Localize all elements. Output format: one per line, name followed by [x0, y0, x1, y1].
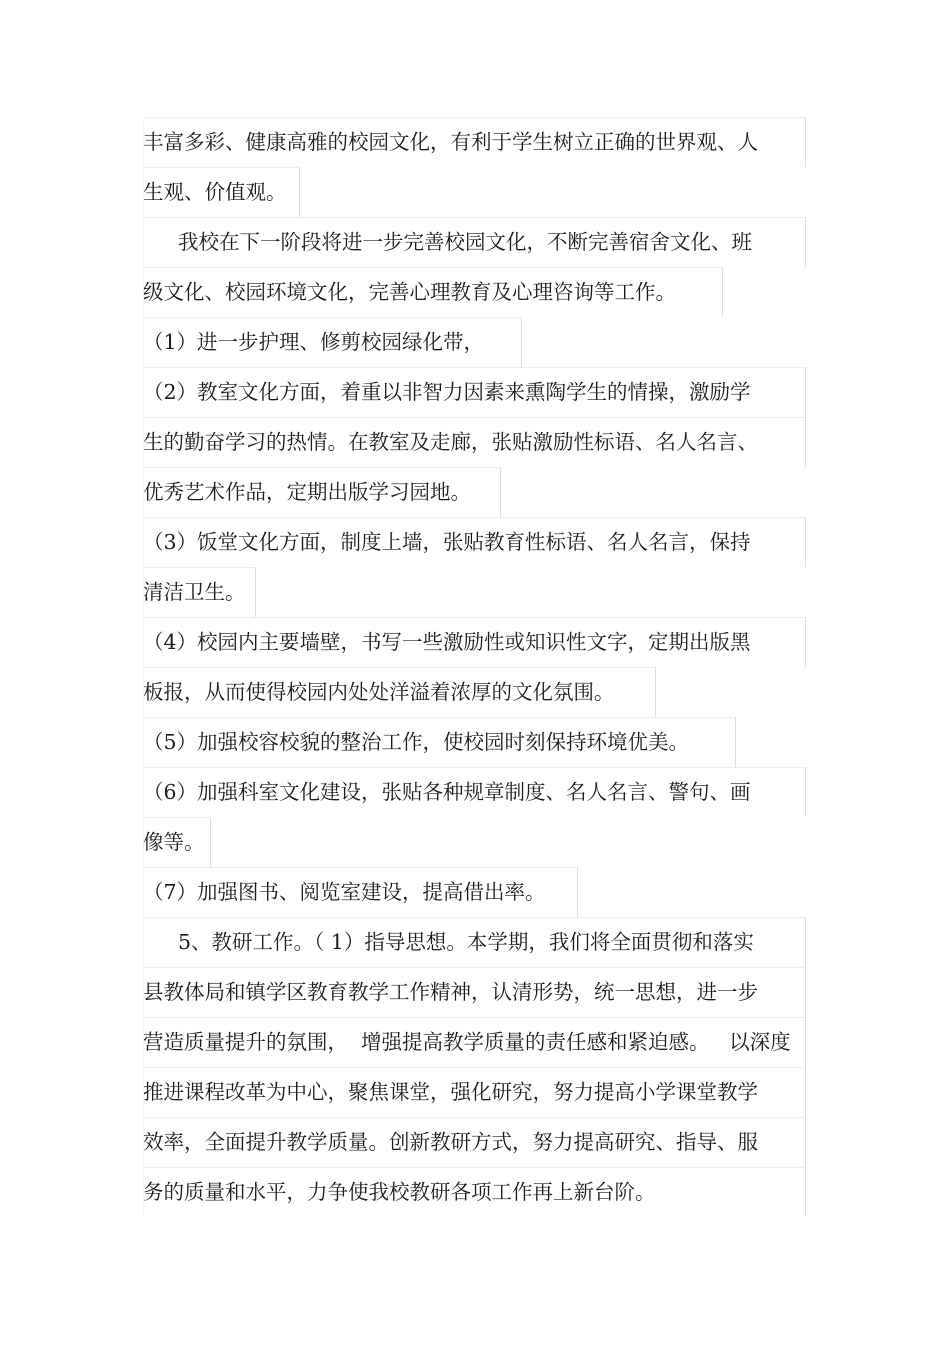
- text-line: [143, 567, 258, 617]
- line-text: （7）加强图书、阅览室建设，提高借出率。: [143, 880, 546, 904]
- line-text: （4）校园内主要墙壁，书写一些激励性或知识性文字，定期出版黑: [143, 630, 751, 654]
- line-text: 推进课程改革为中心，聚焦课堂，强化研究，努力提高小学课堂教学: [143, 1080, 758, 1104]
- text-line: [143, 667, 658, 717]
- text-line: [143, 767, 808, 817]
- text-line: [143, 917, 808, 967]
- text-line: [143, 967, 808, 1017]
- line-text: （3）饭堂文化方面，制度上墙，张贴教育性标语、名人名言，保持: [143, 530, 751, 554]
- text-line: [143, 1017, 808, 1067]
- text-line: [143, 467, 503, 517]
- text-line: [143, 1167, 808, 1217]
- text-line: [143, 317, 524, 367]
- text-line: [143, 417, 808, 467]
- line-text: 营造质量提升的氛围， 增强提高教学质量的责任感和紧迫感。 以深度: [143, 1030, 791, 1054]
- text-line: [143, 367, 808, 417]
- line-text: 5、教研工作。（ 1）指导思想。本学期，我们将全面贯彻和落实: [178, 930, 754, 954]
- line-text: （1）进一步护理、修剪校园绿化带，: [143, 330, 485, 354]
- line-text: 务的质量和水平，力争使我校教研各项工作再上新台阶。: [143, 1180, 656, 1204]
- text-line: [143, 517, 808, 567]
- line-text: 优秀艺术作品，定期出版学习园地。: [143, 480, 471, 504]
- text-line: [143, 1067, 808, 1117]
- line-text: 板报，从而使得校园内处处洋溢着浓厚的文化氛围。: [143, 680, 615, 704]
- text-line: [143, 717, 738, 767]
- text-line: [143, 817, 213, 867]
- line-text: 效率，全面提升教学质量。创新教研方式，努力提高研究、指导、服: [143, 1130, 758, 1154]
- line-text: 我校在下一阶段将进一步完善校园文化，不断完善宿舍文化、班: [178, 230, 752, 254]
- text-line: [143, 217, 808, 267]
- line-text: （2）教室文化方面，着重以非智力因素来熏陶学生的情操，激励学: [143, 380, 751, 404]
- line-text: 丰富多彩、健康高雅的校园文化，有利于学生树立正确的世界观、人: [143, 130, 758, 154]
- line-text: 清洁卫生。: [143, 580, 246, 604]
- text-line: [143, 617, 808, 667]
- line-text: （6）加强科室文化建设，张贴各种规章制度、名人名言、警句、画: [143, 780, 751, 804]
- text-line: [143, 267, 725, 317]
- line-text: （5）加强校容校貌的整治工作，使校园时刻保持环境优美。: [143, 730, 690, 754]
- text-line: [143, 167, 303, 217]
- text-line: [143, 867, 580, 917]
- line-text: 像等。: [143, 830, 205, 854]
- text-line: [143, 117, 808, 167]
- line-text: 生观、价值观。: [143, 180, 287, 204]
- line-text: 县教体局和镇学区教育教学工作精神，认清形势，统一思想，进一步: [143, 980, 758, 1004]
- line-text: 生的勤奋学习的热情。在教室及走廊，张贴激励性标语、名人名言、: [143, 430, 758, 454]
- line-text: 级文化、校园环境文化，完善心理教育及心理咨询等工作。: [143, 280, 676, 304]
- text-line: [143, 1117, 808, 1167]
